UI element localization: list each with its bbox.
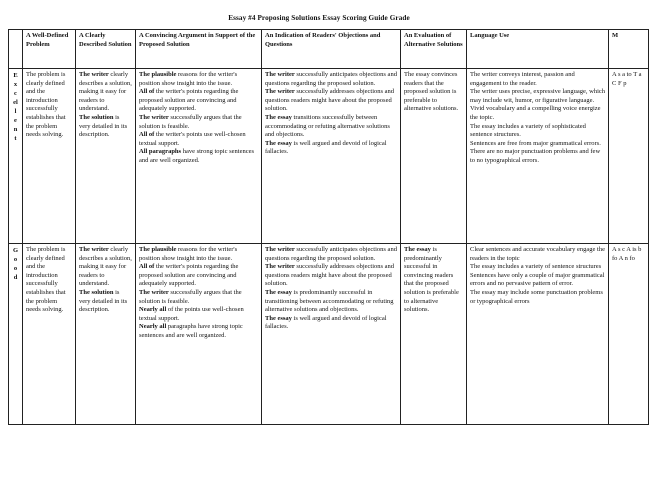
emphasis-text: The essay bbox=[265, 113, 292, 121]
criterion-text bbox=[139, 289, 258, 306]
body-text: transitions successfully between accommodating or refuting alternative solutions and objections. bbox=[265, 113, 390, 139]
row-label-letter: e bbox=[14, 117, 17, 124]
column-header-1: A Well-Defined Problem bbox=[23, 30, 76, 69]
criterion-text bbox=[139, 148, 258, 165]
criterion-text bbox=[265, 315, 397, 332]
column-header-3: A Convincing Argument in Support of the Proposed Solution bbox=[136, 30, 262, 69]
row-label bbox=[9, 69, 23, 244]
row-label-letter: E bbox=[13, 72, 18, 79]
body-text: is well argued and devoid of logical fallacies. bbox=[265, 139, 387, 156]
rubric-cell bbox=[401, 244, 467, 425]
emphasis-text: Nearly all bbox=[139, 323, 167, 331]
criterion-text bbox=[139, 263, 258, 289]
body-text: paragraphs have strong topic sentences and are well organized. bbox=[139, 323, 243, 339]
row-label-letter: o bbox=[13, 265, 18, 272]
body-text: successfully anticipates objections and questions regarding the proposed solution. bbox=[265, 246, 397, 262]
criterion-text bbox=[470, 289, 605, 306]
row-label-letter: o bbox=[13, 256, 18, 263]
row-label bbox=[9, 244, 23, 425]
criterion-text bbox=[470, 88, 605, 105]
body-text: The problem is clearly defined and the introduction successfully establishes that the problem needs solving. bbox=[26, 246, 66, 314]
row-label-letter: l bbox=[14, 108, 17, 115]
criterion-text bbox=[470, 71, 605, 88]
criterion-text bbox=[470, 123, 605, 140]
criterion-text bbox=[470, 105, 605, 122]
criterion-text bbox=[139, 71, 258, 88]
row-label-letter: x bbox=[13, 81, 18, 88]
rubric-cell bbox=[262, 69, 401, 244]
criterion-text bbox=[26, 246, 72, 315]
row-label-letter: el bbox=[13, 99, 18, 106]
body-text: successfully anticipates objections and questions regarding the proposed solution. bbox=[265, 71, 397, 87]
body-text: Vivid vocabulary and a compelling voice energize the topic. bbox=[470, 105, 601, 121]
row-label-letter: d bbox=[13, 274, 18, 281]
emphasis-text: The writer bbox=[265, 246, 295, 253]
body-text: Clear sentences and accurate vocabulary engage the readers in the topic bbox=[470, 246, 605, 262]
emphasis-text: The solution bbox=[79, 288, 114, 296]
body-text: The essay may include some punctuation problems or typographical errors bbox=[470, 288, 603, 305]
emphasis-text: The writer bbox=[265, 71, 295, 78]
body-text: is predominantly successful in transitioning between accommodating or refuting alternative solutions and objections. bbox=[265, 288, 394, 314]
body-text: reasons for the writer's position show insight into the issue. bbox=[139, 246, 238, 262]
good-row bbox=[9, 244, 649, 425]
body-text: is very detailed in its description. bbox=[79, 113, 128, 139]
emphasis-text: The writer bbox=[139, 113, 169, 121]
body-text: The essay convinces readers that the proposed solution is preferable to alternative solutions. bbox=[404, 71, 459, 113]
rubric-cell bbox=[76, 244, 136, 425]
criterion-text bbox=[404, 71, 463, 114]
criterion-text bbox=[612, 71, 645, 88]
body-text: clearly describes a solution, making it easy for readers to understand. bbox=[79, 71, 132, 113]
body-text: The essay includes a variety of sophisticated sentence structures. bbox=[470, 122, 586, 139]
criterion-text bbox=[26, 71, 72, 140]
excellent-row bbox=[9, 69, 649, 244]
emphasis-text: The solution bbox=[79, 113, 114, 121]
criterion-text bbox=[79, 114, 132, 140]
page-title: Essay #4 Proposing Solutions Essay Scoring Guide Grade bbox=[228, 14, 410, 22]
body-text: the writer's points regarding the proposed solution are convincing and adequately supported. bbox=[139, 88, 239, 113]
emphasis-text: All paragraphs bbox=[139, 148, 182, 156]
body-text: the writer's points regarding the proposed solution are convincing and adequately supported. bbox=[139, 263, 239, 288]
emphasis-text: The writer bbox=[79, 246, 109, 253]
criterion-text bbox=[404, 246, 463, 315]
rubric-cell bbox=[401, 69, 467, 244]
body-text: clearly describes a solution, making it easy for readers to understand. bbox=[79, 246, 132, 288]
body-text: Sentences have only a couple of major grammatical errors and no pervasive pattern of error. bbox=[470, 271, 605, 288]
criterion-text bbox=[139, 306, 258, 323]
body-text: the writer's points use well-chosen textual support. bbox=[139, 131, 246, 147]
scoring-guide-table bbox=[8, 29, 649, 425]
emphasis-text: All of bbox=[139, 88, 155, 96]
emphasis-text: All of bbox=[139, 263, 155, 271]
rubric-cell bbox=[609, 69, 649, 244]
row-label-letter: c bbox=[14, 90, 17, 97]
rubric-cell bbox=[136, 244, 262, 425]
body-text: Sentences are free from major grammatical errors. bbox=[470, 139, 601, 147]
body-text: is well argued and devoid of logical fallacies. bbox=[265, 314, 387, 331]
body-text: is very detailed in its description. bbox=[79, 288, 128, 314]
rubric-cell bbox=[76, 69, 136, 244]
emphasis-text: The writer bbox=[139, 288, 169, 296]
emphasis-text: The writer bbox=[265, 263, 295, 271]
body-text: A s c A is b fo A n fo bbox=[612, 246, 642, 262]
criterion-text bbox=[265, 114, 397, 140]
column-header-7: M bbox=[609, 30, 649, 69]
body-text: There are no major punctuation problems and few to no typographical errors. bbox=[470, 148, 601, 164]
criterion-text bbox=[79, 246, 132, 289]
rubric-cell bbox=[23, 69, 76, 244]
criterion-text bbox=[139, 131, 258, 148]
criterion-text bbox=[612, 246, 645, 263]
criterion-text bbox=[265, 246, 397, 263]
emphasis-text: The plausible bbox=[139, 71, 177, 78]
criterion-text bbox=[79, 289, 132, 315]
body-text: successfully argues that the solution is feasible. bbox=[139, 288, 242, 305]
criterion-text bbox=[79, 71, 132, 114]
criterion-text bbox=[265, 263, 397, 289]
rubric-cell bbox=[136, 69, 262, 244]
body-text: have strong topic sentences and are well organized. bbox=[139, 148, 254, 164]
emphasis-text: The essay bbox=[404, 246, 431, 253]
emphasis-text: The writer bbox=[265, 88, 295, 96]
criterion-text bbox=[470, 246, 605, 263]
rubric-cell bbox=[609, 244, 649, 425]
criterion-text bbox=[470, 148, 605, 165]
body-text: successfully argues that the solution is feasible. bbox=[139, 113, 242, 130]
emphasis-text: The essay bbox=[265, 314, 292, 322]
criterion-text bbox=[265, 71, 397, 88]
emphasis-text: The plausible bbox=[139, 246, 177, 253]
emphasis-text: The essay bbox=[265, 139, 292, 147]
criterion-text bbox=[139, 88, 258, 114]
body-text: A s a to T a C F p bbox=[612, 71, 642, 87]
criterion-text bbox=[470, 263, 605, 272]
body-text: The writer uses precise, expressive language, which may include wit, humor, or figurative language. bbox=[470, 88, 606, 104]
rubric-cell bbox=[262, 244, 401, 425]
emphasis-text: Nearly all bbox=[139, 306, 167, 314]
emphasis-text: The writer bbox=[79, 71, 109, 78]
row-label-letter: n bbox=[13, 126, 18, 133]
rubric-cell bbox=[467, 69, 609, 244]
header-row bbox=[9, 30, 649, 69]
row-label-letter: G bbox=[12, 247, 19, 254]
body-text: The writer conveys interest, passion and engagement to the reader. bbox=[470, 71, 575, 87]
body-text: successfully addresses objections and questions readers might have about the proposed solution. bbox=[265, 88, 395, 113]
criterion-text bbox=[265, 289, 397, 315]
body-text: The essay includes a variety of sentence structures bbox=[470, 263, 602, 271]
body-text: is predominantly successful in convincing readers that the proposed solution is preferable to alternative solutions. bbox=[404, 246, 459, 314]
column-header-2: A Clearly Described Solution bbox=[76, 30, 136, 69]
criterion-text bbox=[470, 140, 605, 149]
rubric-cell bbox=[467, 244, 609, 425]
criterion-text bbox=[265, 88, 397, 114]
body-text: reasons for the writer's position show insight into the issue. bbox=[139, 71, 238, 87]
criterion-text bbox=[139, 246, 258, 263]
criterion-text bbox=[139, 323, 258, 340]
body-text: The problem is clearly defined and the introduction successfully establishes that the problem needs solving. bbox=[26, 71, 66, 139]
column-header-5: An Evaluation of Alternative Solutions bbox=[401, 30, 467, 69]
row-label-letter: t bbox=[14, 135, 17, 142]
emphasis-text: The essay bbox=[265, 288, 292, 296]
body-text: of the points use well-chosen textual support. bbox=[139, 306, 244, 322]
body-text: successfully addresses objections and questions readers might have about the proposed solution. bbox=[265, 263, 395, 288]
criterion-text bbox=[265, 140, 397, 157]
emphasis-text: All of bbox=[139, 131, 155, 139]
column-header-0 bbox=[9, 30, 23, 69]
criterion-text bbox=[470, 272, 605, 289]
column-header-4: An Indication of Readers' Objections and Questions bbox=[262, 30, 401, 69]
column-header-6: Language Use bbox=[467, 30, 609, 69]
criterion-text bbox=[139, 114, 258, 131]
rubric-cell bbox=[23, 244, 76, 425]
